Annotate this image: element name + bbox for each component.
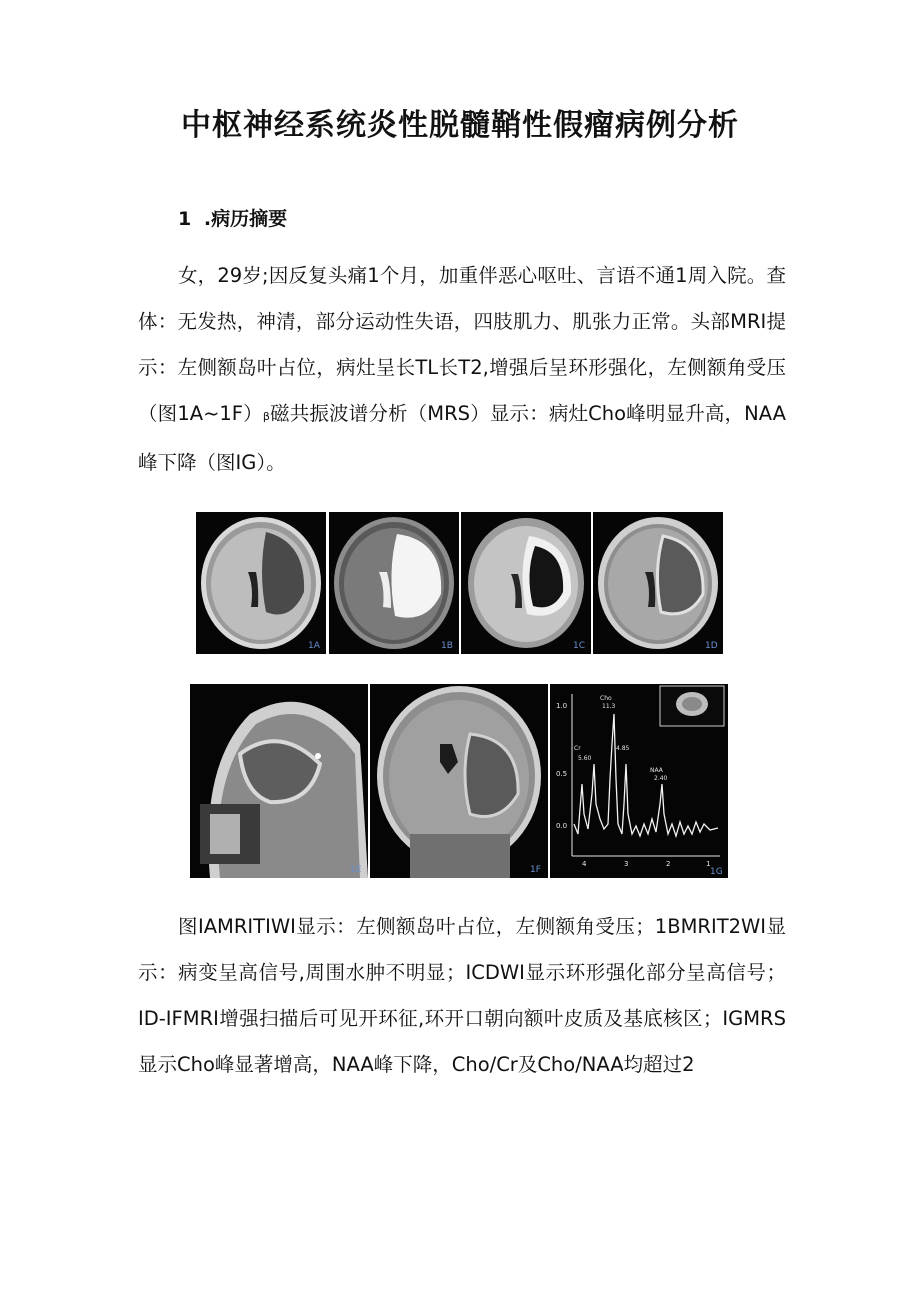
section-title: .病历摘要	[203, 208, 288, 230]
mrs-peak-value-naa: 2.40	[654, 775, 668, 782]
mri-panel-1c	[461, 512, 591, 654]
page-title: 中枢神经系统炎性脱髓鞘性假瘤病例分析	[181, 108, 739, 143]
panel-label-1d: 1D	[705, 641, 718, 651]
mri-panel-1a	[196, 512, 326, 654]
panel-label-1c: 1C	[573, 641, 586, 651]
mrs-spectrum-panel-1g	[550, 684, 728, 878]
mrs-peak-value-cr: 5.60	[578, 755, 592, 762]
mri-panel-1d	[593, 512, 723, 654]
panel-label-1b: 1B	[441, 641, 453, 651]
figure-caption: 图IAMRITIWI显示：左侧额岛叶占位，左侧额角受压；1BMRIT2WI显示：病变呈高信号,周围水肿不明显；ICDWI显示环形强化部分呈高信号；ID-IFMRI增强扫描后可见开环征,环开口朝向额叶皮质及基底核区；IGMRS显示Cho峰显著增高，NAA峰下降，Cho/Cr及Cho/NAA均超过2	[138, 915, 786, 1076]
panel-label-1e: 1E	[350, 865, 362, 875]
case-summary-text-2: 磁共振波谱分析（MRS）显示：病灶Cho峰明显升高，NAA峰下降（图IG）。	[138, 402, 786, 474]
mri-panel-1b	[329, 512, 459, 654]
case-summary-subscript: β	[262, 410, 270, 423]
mrs-x-tick-1: 4	[582, 860, 587, 868]
case-summary-text: 女，29岁;因反复头痛1个月，加重伴恶心呕吐、言语不通1周入院。查体：无发热，神清，部分运动性失语，四肢肌力、肌张力正常。头部MRI提示：左侧额岛叶占位，病灶呈长TL长T2,增强后呈环形强化，左侧额角受压（图1A~1F）	[138, 264, 786, 425]
mri-panel-1e	[190, 684, 368, 878]
section-heading	[178, 204, 287, 231]
mri-panel-1f	[370, 684, 548, 878]
panel-label-1f: 1F	[530, 865, 541, 875]
mrs-y-tick-2: 0.5	[556, 770, 568, 778]
mrs-x-tick-3: 2	[666, 860, 671, 868]
section-number: 1	[178, 208, 192, 230]
mrs-peak-label-cho: Cho	[600, 695, 612, 702]
case-summary-paragraph	[138, 253, 786, 486]
mrs-peak-value-2: 4.85	[616, 745, 630, 752]
mrs-x-tick-4: 1	[706, 860, 711, 868]
mrs-x-tick-2: 3	[624, 860, 629, 868]
mrs-peak-label-naa: NAA	[650, 767, 663, 774]
mrs-y-tick-1: 1.0	[556, 702, 568, 710]
mrs-y-tick-3: 0.0	[556, 822, 568, 830]
mrs-peak-value-cho: 11.3	[602, 703, 616, 710]
mrs-peak-label-cr: Cr	[574, 745, 581, 752]
panel-label-1g: 1G	[710, 867, 723, 877]
panel-label-1a: 1A	[308, 641, 320, 651]
